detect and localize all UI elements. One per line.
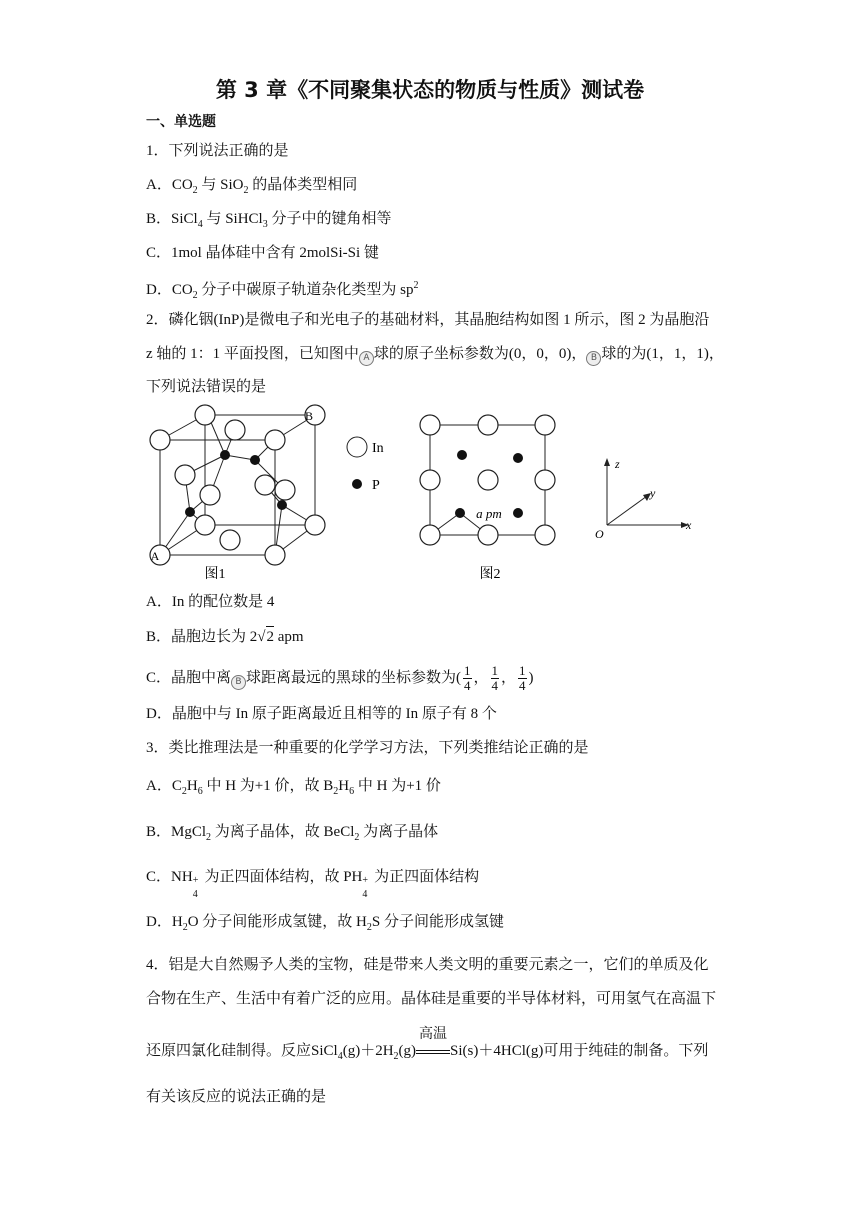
q2-option-c: C．晶胞中离 B 球距离最远的黑球的坐标参数为( $\frac{1}{4}$ ， $\frac{1}{4}$ ， $\frac{1}{4}$ ) [146, 663, 534, 693]
q4-stem-line4: 有关该反应的说法正确的是 [146, 1089, 327, 1105]
q1-option-b: B．SiCl$_4$ 与 SiHCl$_3$ 分子中的键角相等 [146, 211, 392, 230]
legend-p: P [372, 478, 380, 493]
document-title: 第 3 章《不同聚集状态的物质与性质》测试卷 [215, 78, 645, 102]
axis-y: y [650, 486, 656, 500]
q3-option-c: C．NH + 4 为正四面体结构，故 PH + 4 为正四面体结构 [146, 869, 480, 900]
ball-b-icon: B [586, 351, 601, 366]
q3-option-a: A．$C_2H_6$ 中 H 为+1 价，故 $B_2H_6$ 中 H 为+1 价 [146, 778, 441, 797]
q4-stem-line3: 还原四氯化硅制得。反应$SiCl_4(g)+2H_2(g)$ 高温 Si(s)＋4HCl(g)可用于纯硅的制备。下列 [146, 1027, 709, 1062]
q1-option-a: A．$CO_2$ 与 SiO$_2$ 的晶体类型相同 [146, 177, 358, 196]
q1-option-c: C．1mol 晶体硅中含有 2molSi-Si 键 [146, 245, 379, 261]
q1-option-d: D．$CO_2$ 分子中碳原子轨道杂化类型为 $sp^2$ [146, 280, 419, 301]
axis-z: z [615, 457, 620, 471]
q4-stem-line1: 4．铝是大自然赐予人类的宝物，硅是带来人类文明的重要元素之一，它们的单质及化 [146, 957, 709, 973]
q2-option-a: A．In 的配位数是 4 [146, 594, 275, 610]
label-b: B [304, 409, 314, 423]
q3-stem: 3．类比推理法是一种重要的化学学习方法，下列类推结论正确的是 [146, 740, 589, 756]
q2-stem-line1: 2．磷化铟(InP)是微电子和光电子的基础材料，其晶胞结构如图 1 所示，图 2 为晶胞沿 [146, 312, 710, 328]
q3-option-d: D．$H_2O$ 分子间能形成氢键，故 $H_2S$ 分子间能形成氢键 [146, 914, 504, 933]
q1-stem: 1．下列说法正确的是 [146, 143, 289, 159]
ball-b-icon: B [231, 675, 246, 690]
crystal-figure [145, 400, 705, 590]
q2-option-b: B．晶胞边长为 2√2 apm [146, 626, 304, 647]
label-a: A [150, 549, 160, 563]
q2-option-d: D．晶胞中与 In 原子距离最近且相等的 In 原子有 8 个 [146, 706, 497, 722]
axis-o: O [595, 527, 604, 541]
ball-a-icon: A [359, 351, 374, 366]
axis-x: x [686, 518, 692, 532]
q3-option-b: B．MgCl$_2$ 为离子晶体，故 BeCl$_2$ 为离子晶体 [146, 824, 439, 843]
q2-stem-line3: 下列说法错误的是 [146, 379, 267, 395]
fig2-caption: 图2 [479, 567, 501, 582]
apm-label: a pm [476, 506, 502, 521]
q2-stem-line2: z 轴的 1：1 平面投图，已知图中 A 球的原子坐标参数为(0，0，0)， B 球的为(1，1，1)， [146, 344, 724, 366]
section-heading: 一、单选题 [146, 114, 216, 130]
fig1-caption: 图1 [204, 567, 226, 582]
reaction-equation: $SiCl_4(g)+2H_2(g)$ 高温 Si(s)＋4HCl(g) [311, 1027, 544, 1062]
legend-in: In [372, 441, 384, 456]
q4-stem-line2: 合物在生产、生活中有着广泛的应用。晶体硅是重要的半导体材料，可用氢气在高温下 [146, 991, 717, 1007]
